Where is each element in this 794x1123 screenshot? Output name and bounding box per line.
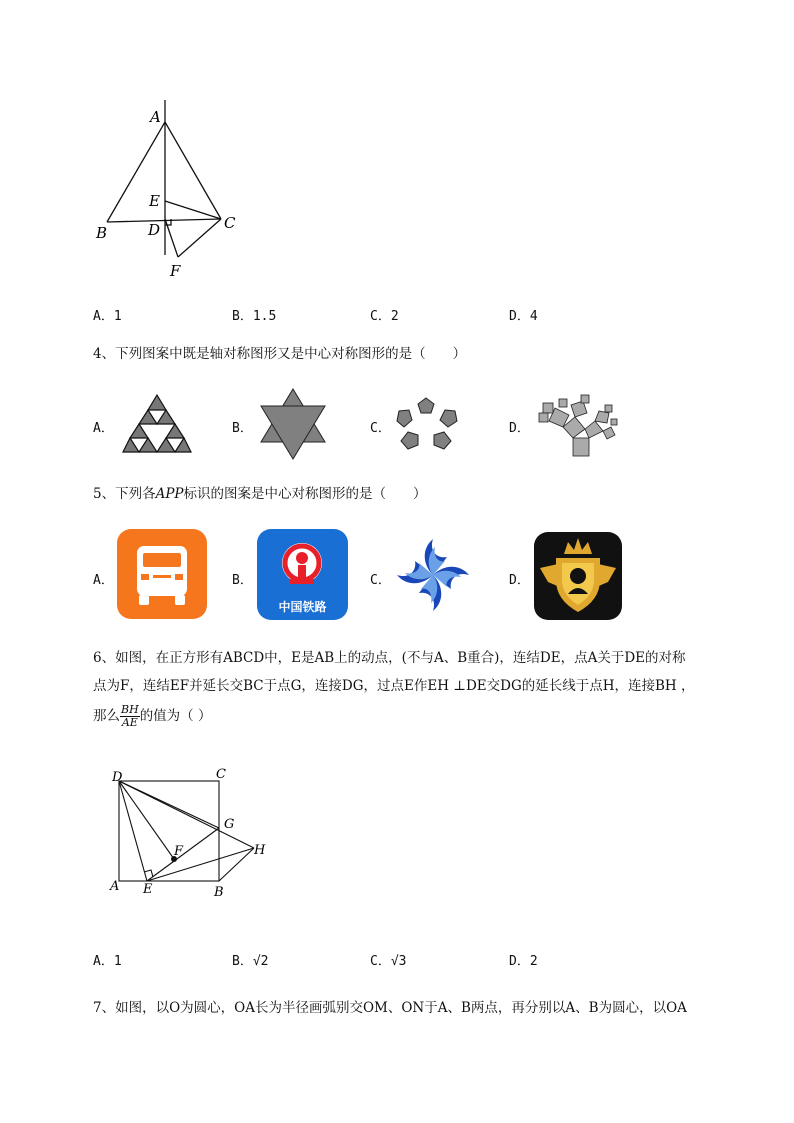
q6-label-h: H: [254, 843, 266, 858]
q6-label-a: A: [110, 879, 120, 894]
q6-label-c: C: [216, 767, 226, 782]
q3-label-e: E: [149, 192, 160, 210]
q5-option-b-railway-app-icon[interactable]: [257, 529, 348, 620]
q4-option-b-label[interactable]: B．: [232, 421, 253, 436]
q3-triangle-figure: [90, 95, 250, 285]
q6-square-figure: [100, 762, 280, 902]
q3-label-c: C: [224, 214, 236, 232]
q5-option-d-label[interactable]: D．: [509, 573, 530, 588]
q5-option-a-truck-app-icon[interactable]: [117, 529, 207, 619]
q4-stem: 4、下列图案中既是轴对称图形又是中心对称图形的是（ ）: [93, 346, 467, 362]
q3-label-f: F: [170, 262, 181, 280]
q6-label-d: D: [112, 770, 123, 785]
truck-icon: [117, 529, 207, 619]
q5-option-c-label[interactable]: C．: [370, 573, 391, 588]
q3-label-b: B: [96, 224, 108, 242]
q3-label-a: A: [150, 108, 161, 126]
q4-option-c-label[interactable]: C．: [370, 421, 391, 436]
q6-option-d[interactable]: D．2: [509, 954, 538, 969]
q7-stem: 7、如图，以O为圆心，OA长为半径画弧别交OM、ON于A、B两点，再分别以A、B为圆心，以OA: [93, 1000, 687, 1016]
q3-option-d[interactable]: D．4: [509, 309, 538, 324]
railway-text: 中国铁路: [278, 600, 327, 614]
q4-option-d-pythagoras-tree-icon[interactable]: [533, 393, 619, 459]
q5-option-d-game-badge-app-icon[interactable]: [534, 532, 622, 620]
q3-option-b[interactable]: B．1.5: [232, 309, 277, 324]
q6-stem-line-2: 点为F，连结EF并延长交BC于点G，连接DG，过点E作EH ⊥DE交DG的延长线于点H，连接BH ，: [93, 678, 695, 694]
q4-option-d-label[interactable]: D．: [509, 421, 530, 436]
q6-option-b[interactable]: B．√2: [232, 954, 269, 969]
q6-label-g: G: [224, 817, 235, 832]
q6-label-e: E: [143, 882, 153, 897]
q4-option-b-hexagram-icon[interactable]: [258, 387, 328, 461]
q4-option-c-pentagons-icon[interactable]: [393, 397, 459, 455]
q3-option-a[interactable]: A．1: [93, 309, 122, 324]
crown-shield-icon: [534, 532, 622, 620]
q5-stem: 5、下列各APP标识的图案是中心对称图形的是（ ）: [93, 486, 427, 502]
q6-fraction: $\frac{BH}{AE}$: [121, 703, 139, 729]
q6-option-a[interactable]: A．1: [93, 954, 122, 969]
q3-label-d: D: [148, 221, 161, 239]
q6-label-f: F: [174, 844, 184, 859]
q6-label-b: B: [214, 885, 224, 900]
q4-option-a-sierpinski-icon[interactable]: [122, 392, 192, 454]
q6-stem-line-3: 那么 $\frac{BH}{AE}$ 的值为（ ）: [93, 703, 212, 729]
q4-option-a-label[interactable]: A．: [93, 421, 114, 436]
q5-option-c-swirl-logo-icon[interactable]: [393, 535, 473, 615]
q6-stem-line-1: 6、如图，在正方形有ABCD中，E是AB上的动点，(不与A、B重合)，连结DE，点A关于DE的对称: [93, 650, 686, 666]
q5-option-a-label[interactable]: A．: [93, 573, 114, 588]
q3-option-c[interactable]: C．2: [370, 309, 399, 324]
q5-option-b-label[interactable]: B．: [232, 573, 253, 588]
q6-option-c[interactable]: C．√3: [370, 954, 407, 969]
